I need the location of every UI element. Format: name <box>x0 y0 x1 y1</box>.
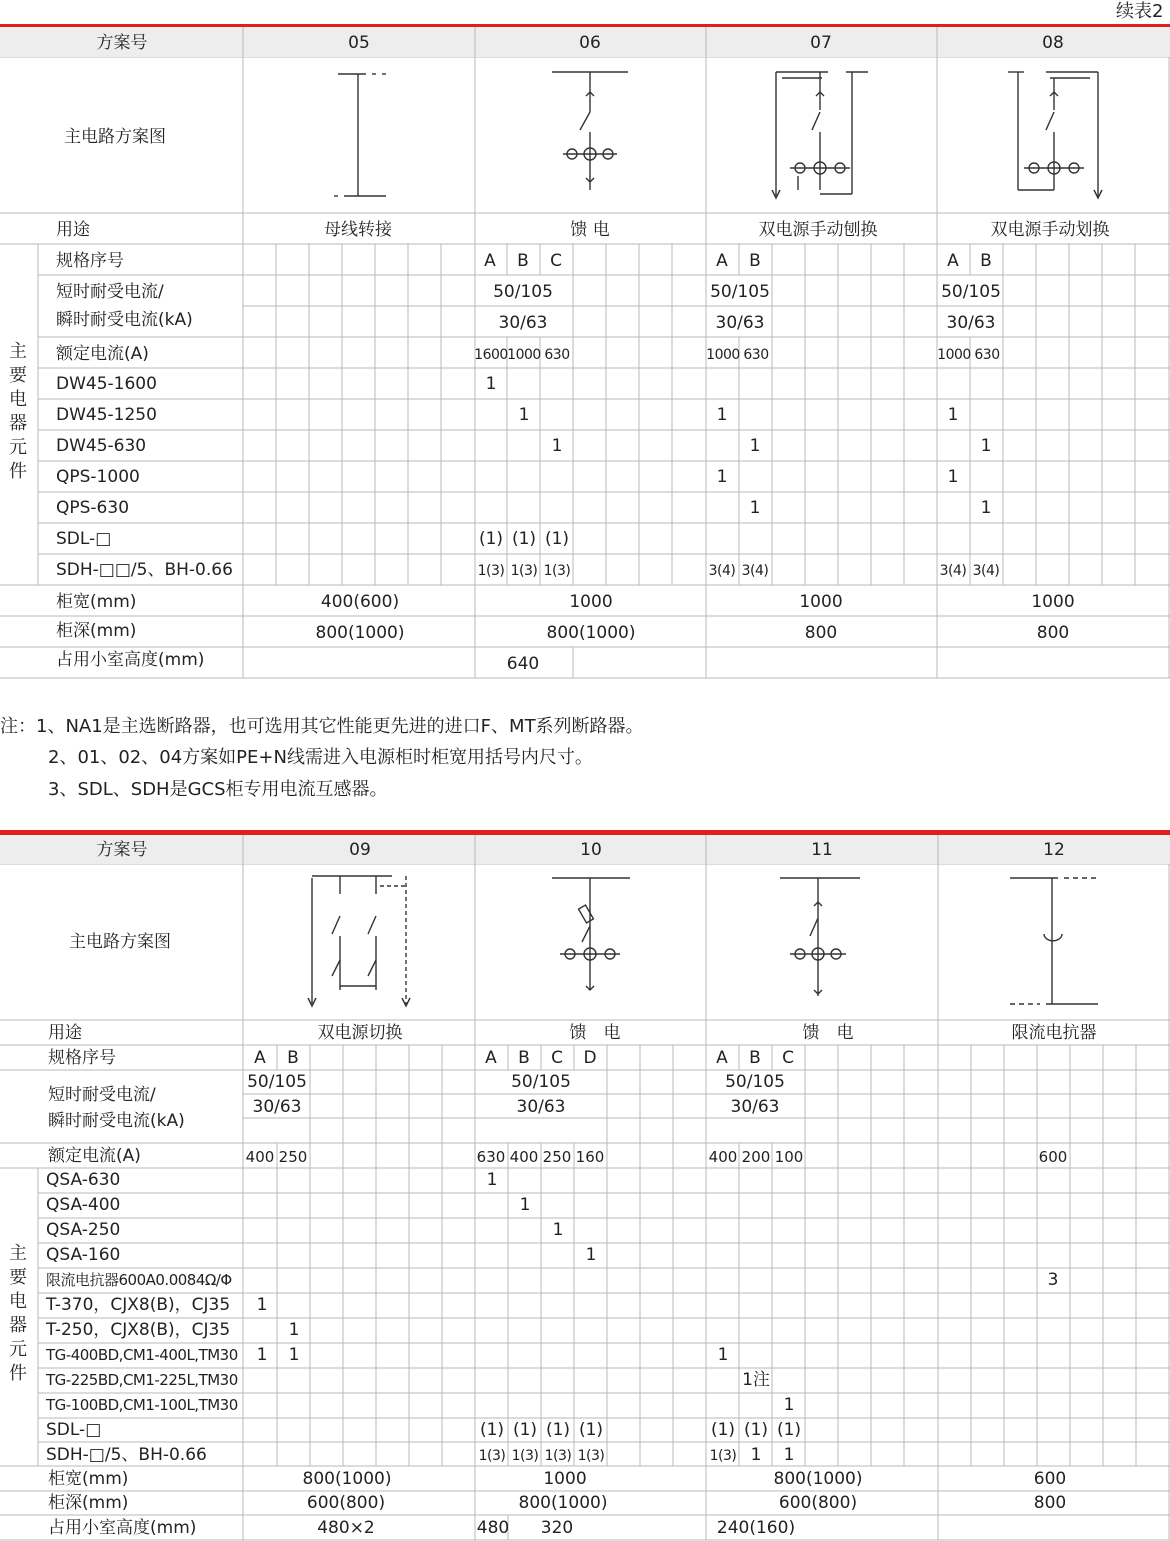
t2-diagram-label: 主电路方案图 <box>69 932 171 952</box>
t2-10-depth: 800(1000) <box>518 1493 608 1513</box>
matrix-cell: 1(3) <box>577 1448 605 1464</box>
t1-usage-06: 馈 电 <box>570 220 610 240</box>
matrix-cell: 1 <box>783 1445 795 1465</box>
t1-07-short: 50/105 <box>710 282 770 302</box>
diagram-11-feeder <box>780 878 860 996</box>
matrix-cell: 1注 <box>742 1370 770 1390</box>
component-label: T-370，CJX8(B)，CJ35 <box>46 1295 231 1315</box>
t2-11-depth: 600(800) <box>778 1493 858 1513</box>
main-elec-char: 电 <box>9 389 27 410</box>
component-label: TG-225BD,CM1-225L,TM30 <box>46 1371 238 1389</box>
table2-top-border <box>0 830 1170 835</box>
t2-usage-10: 馈 电 <box>569 1023 621 1043</box>
matrix-cell: 3(4) <box>972 563 1000 579</box>
t1-06-depth: 800(1000) <box>546 623 636 643</box>
diagram-12-reactor <box>1010 878 1100 1004</box>
matrix-cell: 3(4) <box>741 563 769 579</box>
t2-11-rated-b: 200 <box>741 1148 771 1166</box>
diagram-06-feeder <box>552 72 628 190</box>
t2-10-spec-b: B <box>518 1048 530 1068</box>
t2-09-width: 800(1000) <box>302 1469 392 1489</box>
t2-12-rated: 600 <box>1038 1148 1068 1166</box>
t2-spec-label: 规格序号 <box>48 1048 116 1068</box>
t1-scheme-05: 05 <box>348 33 370 53</box>
note-2: 2、01、02、04方案如PE+N线需进入电源柜时柜宽用括号内尺寸。 <box>48 747 593 768</box>
component-label: QSA-160 <box>46 1245 121 1265</box>
t1-06-spec-b: B <box>517 251 529 271</box>
t2-11-spec-b: B <box>749 1048 761 1068</box>
diagram-08-dual-manual <box>1008 72 1102 198</box>
component-label: QSA-250 <box>46 1220 121 1240</box>
diagram-10-feeder <box>552 878 630 990</box>
t1-diagram-label: 主电路方案图 <box>64 127 166 147</box>
t2-09-short: 50/105 <box>247 1072 307 1092</box>
matrix-cell: 1(3) <box>709 1448 737 1464</box>
main-elec-char: 要 <box>9 365 27 386</box>
matrix-cell: (1) <box>710 1420 736 1440</box>
t2-width-label: 柜宽(mm) <box>48 1469 129 1489</box>
t2-12-width: 600 <box>1033 1469 1067 1489</box>
t2-scheme-09: 09 <box>349 840 371 860</box>
t1-short-label-2: 瞬时耐受电流(kA) <box>56 310 193 330</box>
matrix-cell: 1 <box>980 436 992 456</box>
t1-spec-label: 规格序号 <box>56 251 124 271</box>
matrix-cell: 1 <box>750 1445 762 1465</box>
t2-10-short: 50/105 <box>511 1072 571 1092</box>
t2-10-rated-b: 400 <box>509 1148 539 1166</box>
t2-09-depth: 600(800) <box>306 1493 386 1513</box>
t2-usage-11: 馈 电 <box>802 1023 854 1043</box>
note-3: 3、SDL、SDH是GCS柜专用电流互感器。 <box>48 779 388 800</box>
t2-10-height-b: 320 <box>540 1518 574 1538</box>
t2-10-width: 1000 <box>543 1469 587 1489</box>
t1-header-scheme-no: 方案号 <box>96 33 148 53</box>
t2-short-label-2: 瞬时耐受电流(kA) <box>48 1111 185 1131</box>
t1-06-width: 1000 <box>569 592 613 612</box>
t1-usage-07: 双电源手动刨换 <box>758 220 878 240</box>
t2-scheme-12: 12 <box>1043 840 1065 860</box>
main-elec-char: 主 <box>9 1243 27 1264</box>
matrix-cell: 1 <box>716 467 728 487</box>
t1-08-rated-b: 630 <box>974 347 1000 363</box>
main-elec-char: 元 <box>9 437 27 458</box>
main-elec-char: 件 <box>9 461 27 482</box>
matrix-cell: 1 <box>717 1345 729 1365</box>
t2-09-spec-a: A <box>254 1048 266 1068</box>
t2-10-spec-c: C <box>551 1048 563 1068</box>
t2-rated-label: 额定电流(A) <box>48 1146 141 1166</box>
t2-usage-12: 限流电抗器 <box>1011 1023 1097 1043</box>
t2-11-width: 800(1000) <box>773 1469 863 1489</box>
matrix-cell: 1 <box>947 405 959 425</box>
component-label: SDL-□ <box>56 529 112 549</box>
matrix-cell: 1 <box>552 1220 564 1240</box>
component-label: TG-100BD,CM1-100L,TM30 <box>46 1396 238 1414</box>
matrix-cell: 1(3) <box>511 1448 539 1464</box>
t2-scheme-10: 10 <box>580 840 602 860</box>
matrix-cell: (1) <box>578 1420 604 1440</box>
t1-07-depth: 800 <box>804 623 838 643</box>
t2-11-height: 240(160) <box>716 1518 796 1538</box>
component-label: TG-400BD,CM1-400L,TM30 <box>46 1346 238 1364</box>
main-elec-char: 件 <box>9 1363 27 1384</box>
matrix-cell: 1(3) <box>544 1448 572 1464</box>
component-label: T-250，CJX8(B)，CJ35 <box>46 1320 231 1340</box>
matrix-cell: 1 <box>980 498 992 518</box>
t1-06-instant: 30/63 <box>498 313 548 333</box>
t1-08-instant: 30/63 <box>946 313 996 333</box>
t1-06-rated-b: 1000 <box>507 347 541 363</box>
t1-height-label: 占用小室高度(mm) <box>56 650 205 670</box>
matrix-cell: (1) <box>478 529 504 549</box>
t1-08-width: 1000 <box>1031 592 1075 612</box>
note-1: 注：1、NA1是主选断路器，也可选用其它性能更先进的进口F、MT系列断路器。 <box>0 716 644 737</box>
t1-07-width: 1000 <box>799 592 843 612</box>
matrix-cell: (1) <box>544 529 570 549</box>
t1-short-label-1: 短时耐受电流/ <box>56 282 164 302</box>
t1-07-instant: 30/63 <box>715 313 765 333</box>
main-elec-char: 元 <box>9 1339 27 1360</box>
t1-08-depth: 800 <box>1036 623 1070 643</box>
t2-usage-09: 双电源切换 <box>317 1023 403 1043</box>
matrix-cell: 1 <box>585 1245 597 1265</box>
component-label: SDH-□/5、BH-0.66 <box>46 1445 207 1465</box>
t1-rated-label: 额定电流(A) <box>56 344 149 364</box>
t1-05-width: 400(600) <box>320 592 400 612</box>
matrix-cell: (1) <box>776 1420 802 1440</box>
t2-short-label-1: 短时耐受电流/ <box>48 1085 156 1105</box>
component-label: SDH-□□/5、BH-0.66 <box>56 560 233 580</box>
component-label: 限流电抗器600A0.0084Ω/Φ <box>46 1271 232 1289</box>
matrix-cell: 1 <box>518 405 530 425</box>
t2-11-short: 50/105 <box>725 1072 785 1092</box>
t2-11-spec-a: A <box>716 1048 728 1068</box>
component-label: QPS-1000 <box>56 467 140 487</box>
t2-09-rated-b: 250 <box>278 1148 308 1166</box>
t2-10-height-a: 480 <box>476 1518 510 1538</box>
t2-11-instant: 30/63 <box>730 1097 780 1117</box>
t1-scheme-07: 07 <box>810 33 832 53</box>
t1-usage-05: 母线转接 <box>324 220 392 240</box>
t1-06-rated-c: 630 <box>544 347 570 363</box>
matrix-cell: 1 <box>749 436 761 456</box>
t1-usage-08: 双电源手动划换 <box>990 220 1110 240</box>
matrix-cell: (1) <box>743 1420 769 1440</box>
main-elec-char: 器 <box>9 1315 27 1336</box>
t2-11-rated-c: 100 <box>774 1148 804 1166</box>
matrix-cell: 1 <box>256 1345 268 1365</box>
t2-09-rated-a: 400 <box>245 1148 275 1166</box>
component-label: QPS-630 <box>56 498 130 518</box>
matrix-cell: 1 <box>947 467 959 487</box>
t2-10-rated-a: 630 <box>476 1148 506 1166</box>
matrix-cell: 3(4) <box>708 563 736 579</box>
main-elec-char: 器 <box>9 413 27 434</box>
component-label: QSA-630 <box>46 1170 121 1190</box>
matrix-cell: (1) <box>512 1420 538 1440</box>
t2-12-depth: 800 <box>1033 1493 1067 1513</box>
component-label: DW45-630 <box>56 436 147 456</box>
matrix-cell: 1 <box>486 1170 498 1190</box>
matrix-cell: 1 <box>749 498 761 518</box>
continued-label: 续表2 <box>1116 1 1164 22</box>
t2-scheme-11: 11 <box>811 840 833 860</box>
t2-10-spec-a: A <box>485 1048 497 1068</box>
t2-height-label: 占用小室高度(mm) <box>48 1518 197 1538</box>
matrix-cell: 1(3) <box>510 563 538 579</box>
t1-08-rated-a: 1000 <box>937 347 971 363</box>
t2-11-rated-a: 400 <box>708 1148 738 1166</box>
t2-depth-label: 柜深(mm) <box>48 1493 129 1513</box>
matrix-cell: 1 <box>716 405 728 425</box>
t1-06-spec-c: C <box>550 251 562 271</box>
t2-09-spec-b: B <box>287 1048 299 1068</box>
t1-07-rated-b: 630 <box>743 347 769 363</box>
t2-10-rated-d: 160 <box>575 1148 605 1166</box>
t1-width-label: 柜宽(mm) <box>56 592 137 612</box>
diagram-05-bus-transfer <box>334 74 386 196</box>
matrix-cell: (1) <box>479 1420 505 1440</box>
diagram-09-dual-switch <box>308 876 410 1006</box>
t1-08-spec-b: B <box>980 251 992 271</box>
matrix-cell: 1 <box>551 436 563 456</box>
t1-06-rated-a: 1600 <box>474 347 508 363</box>
t1-08-short: 50/105 <box>941 282 1001 302</box>
main-elec-char: 要 <box>9 1267 27 1288</box>
t2-usage-label: 用途 <box>48 1023 82 1043</box>
component-label: QSA-400 <box>46 1195 121 1215</box>
t1-07-rated-a: 1000 <box>706 347 740 363</box>
matrix-cell: 1 <box>256 1295 268 1315</box>
main-elec-char: 主 <box>9 341 27 362</box>
matrix-cell: 3(4) <box>939 563 967 579</box>
matrix-cell: (1) <box>545 1420 571 1440</box>
t2-10-spec-d: D <box>583 1048 597 1068</box>
t1-06-short: 50/105 <box>493 282 553 302</box>
t1-06-height: 640 <box>506 654 540 674</box>
diagram-07-dual-manual <box>772 72 868 198</box>
t1-scheme-06: 06 <box>579 33 601 53</box>
t1-07-spec-b: B <box>749 251 761 271</box>
t1-usage-label: 用途 <box>56 220 90 240</box>
matrix-cell: 1 <box>288 1345 300 1365</box>
t2-09-height: 480×2 <box>317 1518 375 1538</box>
t1-scheme-08: 08 <box>1042 33 1064 53</box>
t1-07-spec-a: A <box>716 251 728 271</box>
matrix-cell: (1) <box>511 529 537 549</box>
t1-depth-label: 柜深(mm) <box>56 621 137 641</box>
t2-10-rated-c: 250 <box>542 1148 572 1166</box>
matrix-cell: 3 <box>1047 1270 1059 1290</box>
t1-06-spec-a: A <box>484 251 496 271</box>
t2-09-instant: 30/63 <box>252 1097 302 1117</box>
t2-11-spec-c: C <box>782 1048 794 1068</box>
matrix-cell: 1(3) <box>543 563 571 579</box>
matrix-cell: 1 <box>288 1320 300 1340</box>
t1-05-depth: 800(1000) <box>315 623 405 643</box>
matrix-cell: 1 <box>519 1195 531 1215</box>
matrix-cell: 1 <box>783 1395 795 1415</box>
component-label: SDL-□ <box>46 1420 102 1440</box>
matrix-cell: 1(3) <box>478 1448 506 1464</box>
main-elec-char: 电 <box>9 1291 27 1312</box>
component-label: DW45-1600 <box>56 374 157 394</box>
matrix-cell: 1(3) <box>477 563 505 579</box>
t2-10-instant: 30/63 <box>516 1097 566 1117</box>
t1-08-spec-a: A <box>947 251 959 271</box>
component-label: DW45-1250 <box>56 405 157 425</box>
t2-header-scheme-no: 方案号 <box>96 840 148 860</box>
matrix-cell: 1 <box>485 374 497 394</box>
